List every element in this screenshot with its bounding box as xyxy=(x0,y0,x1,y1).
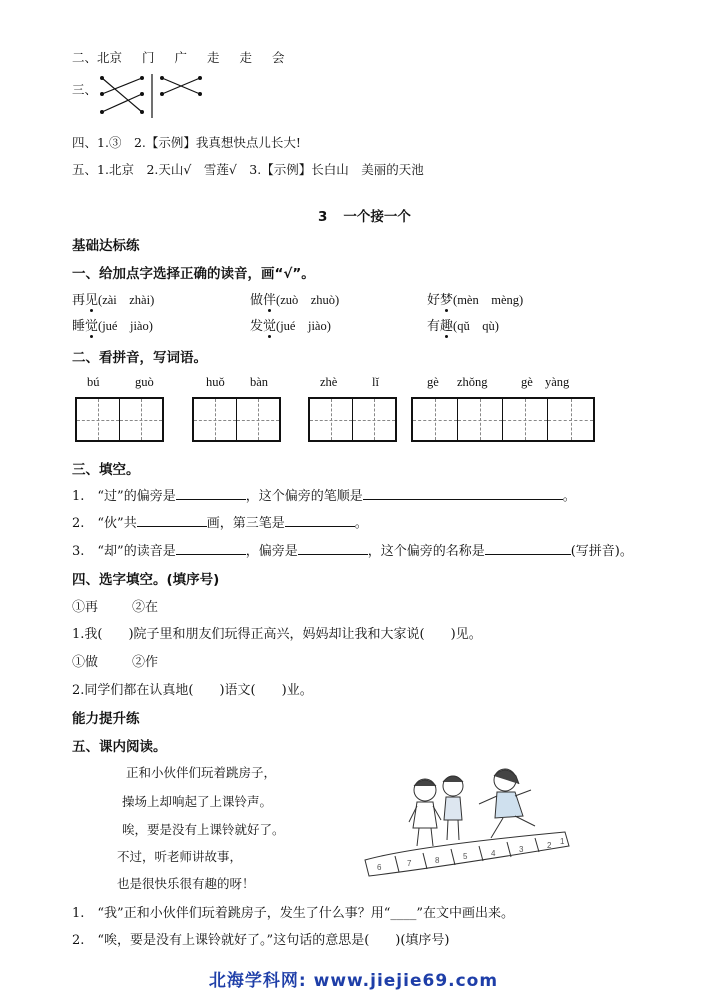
q4-options-1: ①再 ②在 xyxy=(72,600,159,615)
child-figure xyxy=(443,776,463,840)
q4-sentence-1: 1.我( )院子里和朋友们玩得正高兴，妈妈却让我和大家说( )见。 xyxy=(72,627,482,642)
blank[interactable] xyxy=(363,487,563,500)
pinyin-label: gè xyxy=(521,375,533,389)
q4-sentence-2: 2.同学们都在认真地( )语文( )业。 xyxy=(72,683,313,698)
poem-line: 不过，听老师讲故事， xyxy=(117,849,243,864)
blank[interactable] xyxy=(176,542,246,555)
q5-sentence-1: 1. “我”正和小伙伴们玩着跳房子，发生了什么事？用“____”在文中画出来。 xyxy=(72,906,514,921)
writing-grid[interactable] xyxy=(75,397,164,442)
grid-cell[interactable] xyxy=(413,399,458,440)
answer-line-4: 四、1.③ 2.【示例】我真想快点儿长大! xyxy=(72,135,301,150)
pinyin-label: guò xyxy=(135,375,154,389)
hopscotch-number: 5 xyxy=(463,852,468,861)
matching-lines-diagram xyxy=(96,72,206,122)
q2-title: 二、看拼音，写词语。 xyxy=(72,350,207,366)
hopscotch-number: 8 xyxy=(435,856,440,865)
writing-grid[interactable] xyxy=(192,397,281,442)
q4-title: 四、选字填空。(填序号) xyxy=(72,572,220,588)
answer-line-2: 二、北京 门 广 走 走 会 xyxy=(72,50,285,65)
pinyin-label: huǒ xyxy=(206,375,225,389)
poem-line: 正和小伙伴们玩着跳房子， xyxy=(126,765,277,780)
section-heading-ability: 能力提升练 xyxy=(72,711,140,727)
poem-line: 也是很快乐很有趣的呀！ xyxy=(117,876,255,891)
grid-cell[interactable] xyxy=(120,399,162,440)
blank[interactable] xyxy=(485,542,571,555)
pinyin-label: zhè xyxy=(320,375,338,389)
section-heading-basic: 基础达标练 xyxy=(72,238,140,254)
hopscotch-number: 3 xyxy=(519,845,524,854)
q3-line-2: 2. “伙”共 画，第三笔是 。 xyxy=(72,516,368,531)
hopscotch-number: 1 xyxy=(560,837,565,846)
q1-title: 一、给加点字选择正确的读音，画“√”。 xyxy=(72,266,315,282)
blank[interactable] xyxy=(137,514,207,527)
blank[interactable] xyxy=(285,514,355,527)
q1-item: 发觉(jué jiào) xyxy=(250,319,331,334)
q3-line-3: 3. “却”的读音是 ，偏旁是 ，这个偏旁的名称是 (写拼音)。 xyxy=(72,544,633,559)
pinyin-label: yàng xyxy=(545,375,570,389)
blank[interactable] xyxy=(298,542,368,555)
q1-item: 睡觉(jué jiào) xyxy=(72,319,153,334)
grid-cell[interactable] xyxy=(353,399,395,440)
grid-cell[interactable] xyxy=(503,399,548,440)
q1-item: 好梦(mèn mèng) xyxy=(427,293,524,308)
pinyin-label: lǐ xyxy=(372,375,379,389)
answer-line-3-label: 三、 xyxy=(72,82,98,97)
grid-cell[interactable] xyxy=(77,399,120,440)
grid-cell[interactable] xyxy=(548,399,593,440)
hopscotch-illustration xyxy=(355,760,575,890)
poem-line: 操场上却响起了上课铃声。 xyxy=(122,794,273,809)
q1-item: 做伴(zuò zhuò) xyxy=(250,293,340,308)
grid-cell[interactable] xyxy=(237,399,279,440)
child-figure xyxy=(479,769,535,838)
writing-grid[interactable] xyxy=(411,397,595,442)
grid-cell[interactable] xyxy=(194,399,237,440)
footer-watermark: 北海学科网: www.jiejie69.com xyxy=(208,971,499,991)
q5-sentence-2: 2. “唉，要是没有上课铃就好了。”这句话的意思是( )(填序号) xyxy=(72,933,450,948)
q5-title: 五、课内阅读。 xyxy=(72,739,167,755)
pinyin-label: gè xyxy=(427,375,439,389)
q4-options-2: ①做 ②作 xyxy=(72,655,159,670)
q1-item: 有趣(qǔ qù) xyxy=(427,319,499,334)
q3-line-1: 1. “过”的偏旁是 ，这个偏旁的笔顺是 。 xyxy=(72,489,576,504)
lesson-title: 3 一个接一个 xyxy=(318,209,411,225)
q3-title: 三、填空。 xyxy=(72,462,140,478)
hopscotch-number: 2 xyxy=(547,841,552,850)
pinyin-label: bàn xyxy=(250,375,269,389)
grid-cell[interactable] xyxy=(458,399,503,440)
pinyin-label: bú xyxy=(87,375,100,389)
hopscotch-number: 6 xyxy=(377,863,382,872)
hopscotch-number: 7 xyxy=(407,859,412,868)
writing-grid[interactable] xyxy=(308,397,397,442)
pinyin-label: zhǒng xyxy=(457,375,488,389)
answer-line-5: 五、1.北京 2.天山√ 雪莲√ 3.【示例】长白山 美丽的天池 xyxy=(72,162,424,177)
child-figure xyxy=(409,779,441,846)
blank[interactable] xyxy=(176,487,246,500)
hopscotch-number: 4 xyxy=(491,849,496,858)
grid-cell[interactable] xyxy=(310,399,353,440)
q1-item: 再见(zài zhài) xyxy=(72,293,155,308)
poem-line: 唉，要是没有上课铃就好了。 xyxy=(122,822,285,837)
